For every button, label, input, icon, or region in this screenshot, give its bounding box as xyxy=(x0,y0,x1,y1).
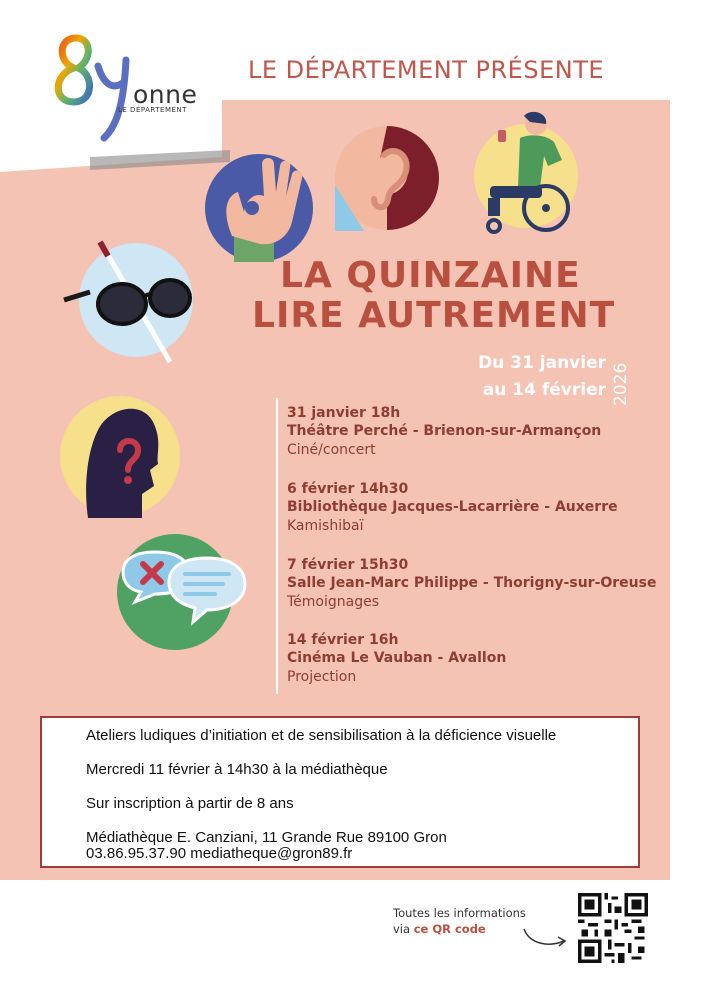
period-line-1: Du 31 janvier xyxy=(478,353,606,373)
ear-icon xyxy=(334,125,440,231)
workshop-info-box xyxy=(40,716,640,868)
event-date: 6 février 14h30 xyxy=(287,481,409,497)
period-year-text: 2026 xyxy=(611,362,631,406)
event-type: Témoignages xyxy=(287,594,380,610)
event-item xyxy=(287,404,601,460)
speech-bubbles-icon xyxy=(115,530,250,655)
qr-code-icon[interactable] xyxy=(578,893,648,963)
event-type: Kamishibaï xyxy=(287,518,364,534)
logo-name: onne xyxy=(133,80,198,109)
title-line-1: LA QUINZAINE xyxy=(280,255,581,296)
events-list xyxy=(276,398,668,694)
event-item xyxy=(287,631,506,687)
qr-info-text xyxy=(393,905,526,937)
question-head-icon xyxy=(58,394,180,518)
logo-subtitle: LE DÉPARTEMENT xyxy=(118,106,187,114)
qr-info-bold: ce QR code xyxy=(413,922,486,936)
period-line-2: au 14 février xyxy=(482,380,606,400)
event-type: Projection xyxy=(287,669,357,685)
curved-arrow-icon xyxy=(520,925,570,950)
event-date: 7 février 15h30 xyxy=(287,557,409,573)
event-place: Cinéma Le Vauban - Avallon xyxy=(287,650,507,666)
dark-glasses-cane-icon xyxy=(60,240,195,365)
event-item xyxy=(287,556,656,612)
venue-address: Médiathèque E. Canziani, 11 Grande Rue 89100 Gron xyxy=(86,829,447,846)
header-presente: LE DÉPARTEMENT PRÉSENTE xyxy=(248,56,605,84)
workshop-registration: Sur inscription à partir de 8 ans xyxy=(86,795,294,812)
workshop-title: Ateliers ludiques d’initiation et de sensibilisation à la déficience visuelle xyxy=(86,727,557,744)
event-item xyxy=(287,480,618,536)
qr-info-line-2 xyxy=(393,921,526,937)
title-line-2: LIRE AUTREMENT xyxy=(252,295,616,336)
event-date: 31 janvier 18h xyxy=(287,405,401,421)
ok-hand-icon xyxy=(204,152,314,264)
wheelchair-user-icon xyxy=(470,110,582,238)
event-place: Bibliothèque Jacques-Lacarrière - Auxerre xyxy=(287,499,618,515)
event-type: Ciné/concert xyxy=(287,442,376,458)
qr-info-line-1: Toutes les informations xyxy=(393,906,526,920)
event-place: Salle Jean-Marc Philippe - Thorigny-sur-Oreuse xyxy=(287,575,657,591)
main-title xyxy=(252,256,615,336)
period-dates xyxy=(460,350,606,404)
workshop-date: Mercredi 11 février à 14h30 à la médiathèque xyxy=(86,761,388,778)
venue-contact: 03.86.95.37.90 mediatheque@gron89.fr xyxy=(86,845,353,862)
event-place: Théâtre Perché - Brienon-sur-Armançon xyxy=(287,423,602,439)
qr-info-prefix: via xyxy=(393,922,414,936)
event-date: 14 février 16h xyxy=(287,632,399,648)
